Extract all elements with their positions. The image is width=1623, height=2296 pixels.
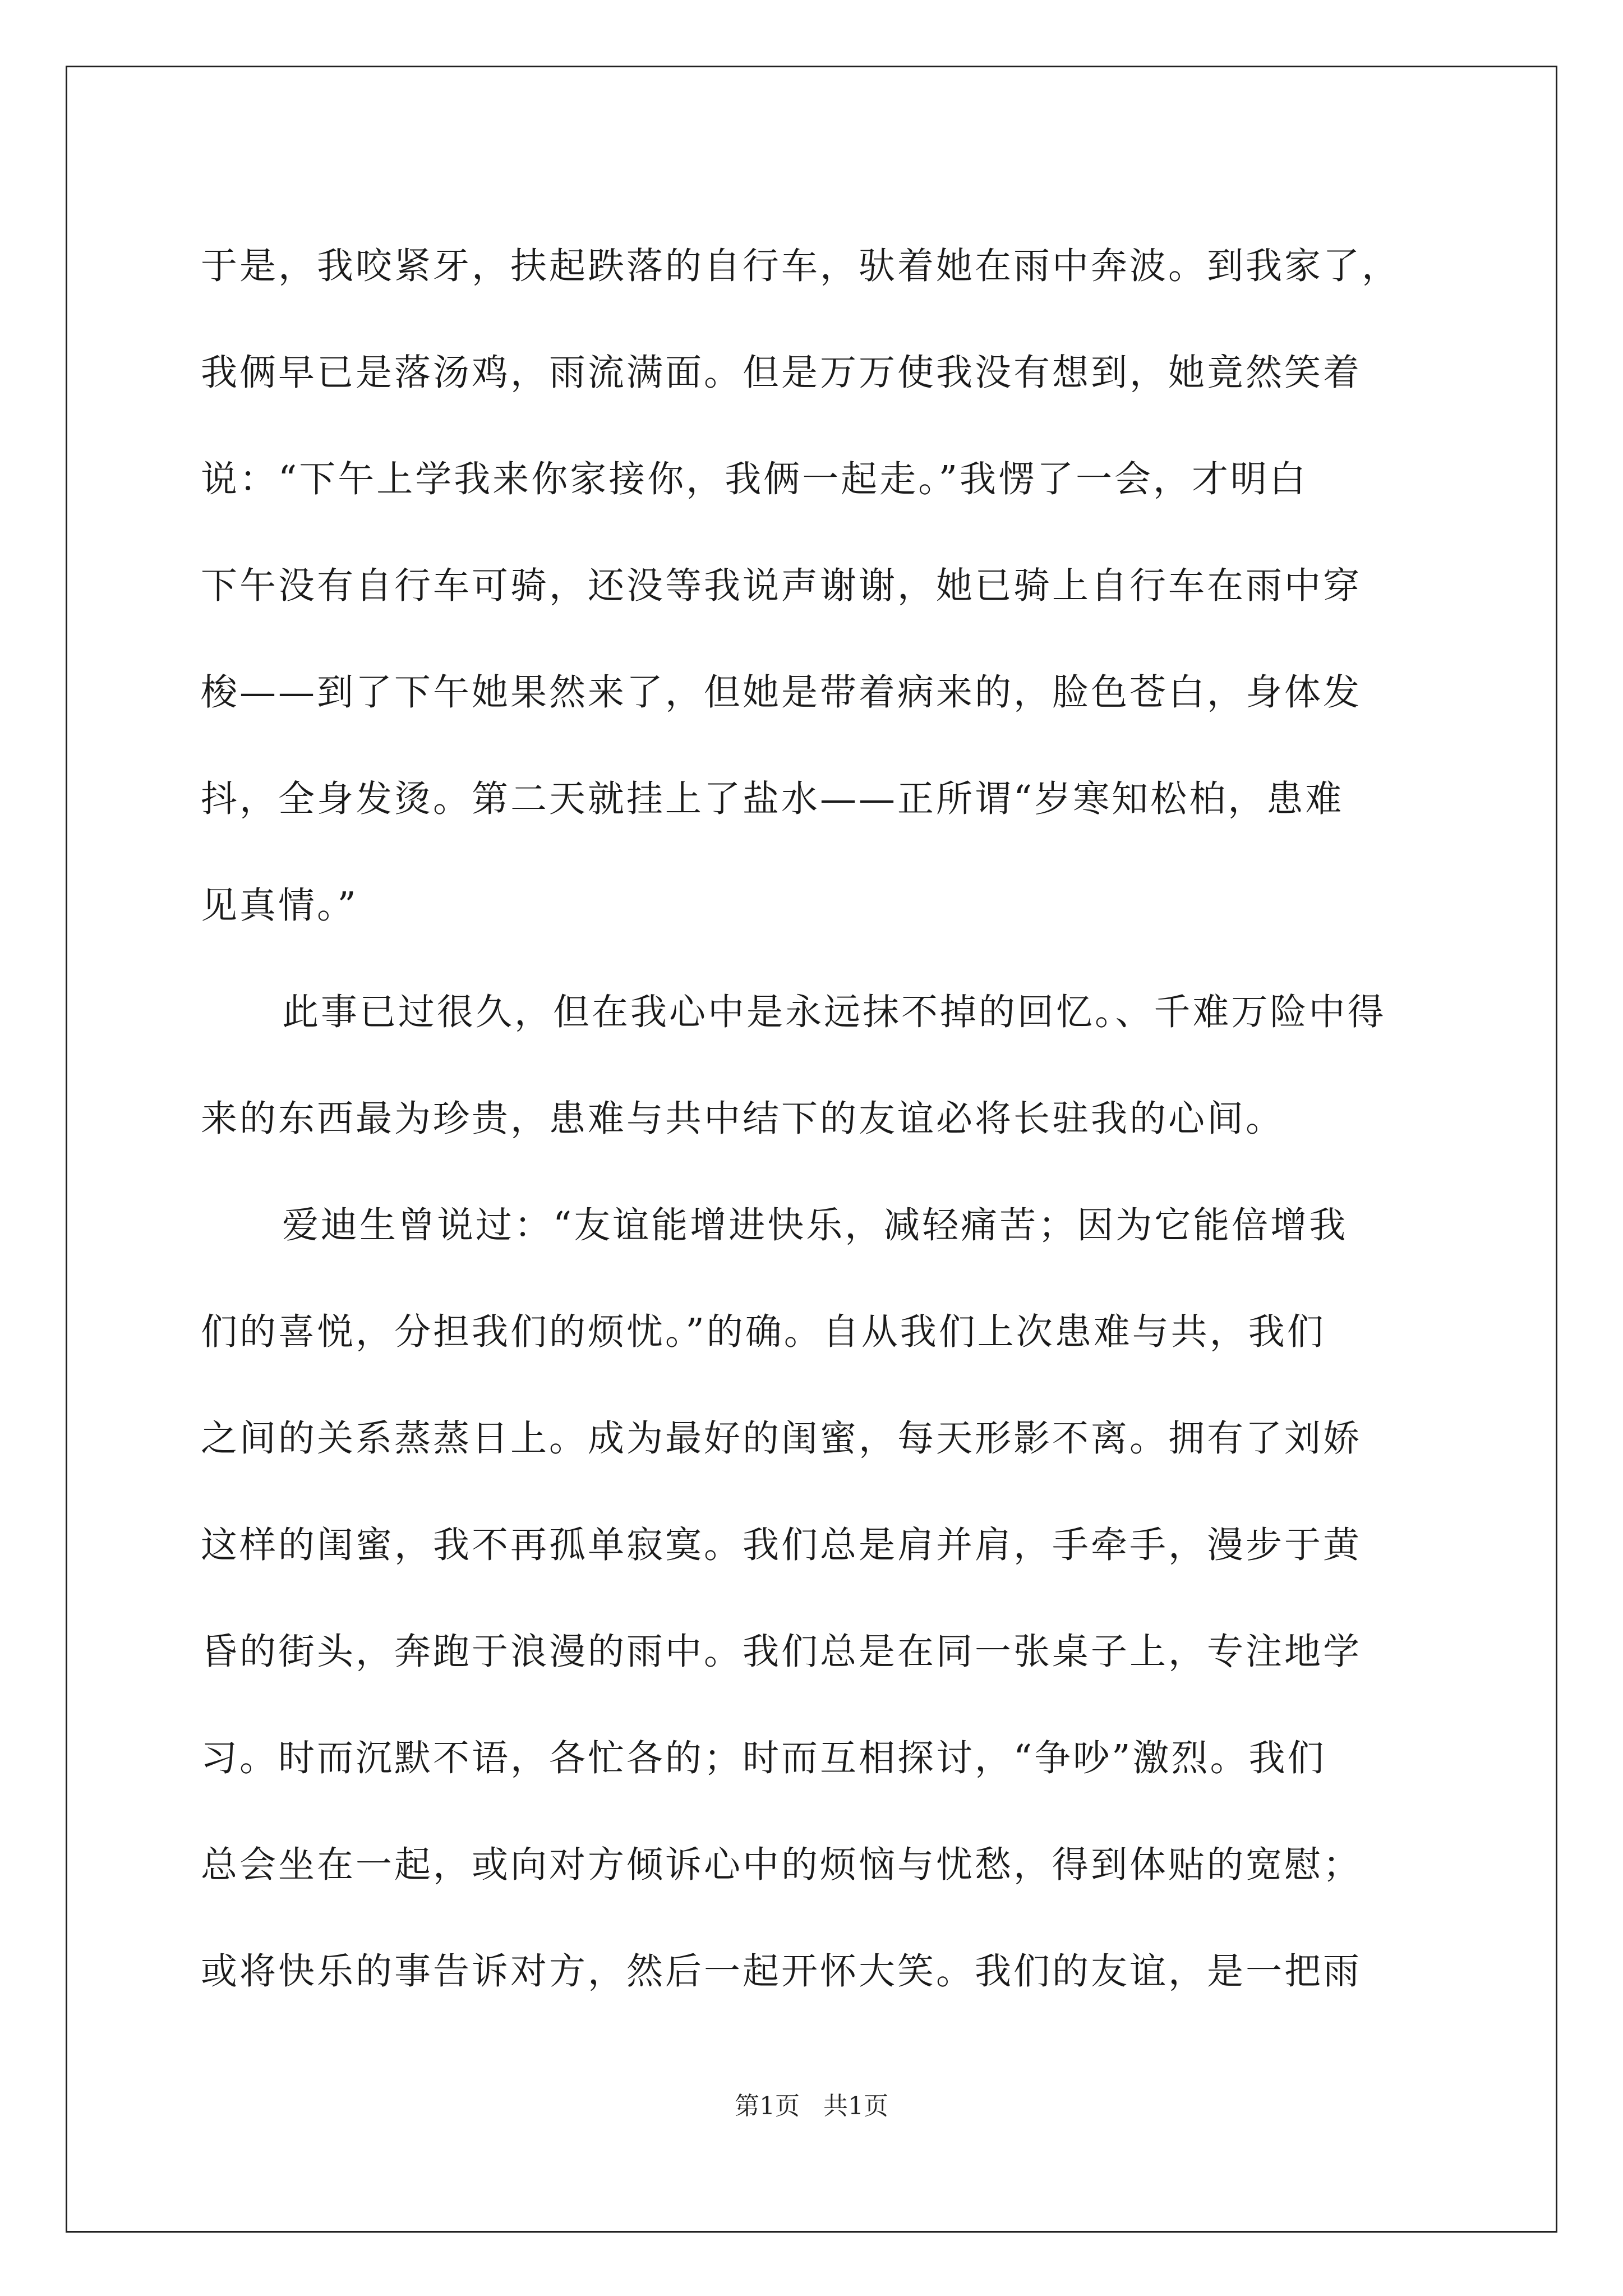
text-line: 这样的闺蜜，我不再孤单寂寞。我们总是肩并肩，手牵手，漫步于黄 xyxy=(201,1524,1362,1566)
text-line: 梭——到了下午她果然来了，但她是带着病来的，脸色苍白，身体发 xyxy=(201,671,1362,714)
text-line: 见真情。” xyxy=(201,885,358,927)
text-line: 我俩早已是落汤鸡，雨流满面。但是万万使我没有想到，她竟然笑着 xyxy=(201,352,1362,394)
page-number-footer: 第1页 共1页 xyxy=(735,2092,888,2120)
text-line-paragraph-start: 爱迪生曾说过：“友谊能增进快乐，减轻痛苦；因为它能倍增我 xyxy=(282,1204,1348,1246)
text-line: 于是，我咬紧牙，扶起跌落的自行车，驮着她在雨中奔波。到我家了， xyxy=(201,245,1401,287)
text-line: 习。时而沉默不语，各忙各的；时而互相探讨，“争吵”激烈。我们 xyxy=(201,1737,1326,1779)
text-line: 说：“下午上学我来你家接你，我俩一起走。”我愣了一会，才明白 xyxy=(201,458,1308,500)
text-line: 之间的关系蒸蒸日上。成为最好的闺蜜，每天形影不离。拥有了刘娇 xyxy=(201,1418,1362,1460)
text-line: 们的喜悦，分担我们的烦忧。”的确。自从我们上次患难与共，我们 xyxy=(201,1311,1326,1353)
text-line: 总会坐在一起，或向对方倾诉心中的烦恼与忧愁，得到体贴的宽慰； xyxy=(201,1844,1362,1886)
text-line: 抖，全身发烫。第二天就挂上了盐水——正所谓“岁寒知松柏，患难 xyxy=(201,778,1344,820)
text-line: 下午没有自行车可骑，还没等我说声谢谢，她已骑上自行车在雨中穿 xyxy=(201,565,1362,607)
text-line-paragraph-start: 此事已过很久，但在我心中是永远抹不掉的回忆。、千难万险中得 xyxy=(282,991,1386,1033)
document-body xyxy=(201,213,1435,2025)
text-line: 昏的街头，奔跑于浪漫的雨中。我们总是在同一张桌子上，专注地学 xyxy=(201,1631,1362,1673)
text-line: 来的东西最为珍贵，患难与共中结下的友谊必将长驻我的心间。 xyxy=(201,1098,1285,1140)
text-line: 或将快乐的事告诉对方，然后一起开怀大笑。我们的友谊，是一把雨 xyxy=(201,1950,1362,1993)
